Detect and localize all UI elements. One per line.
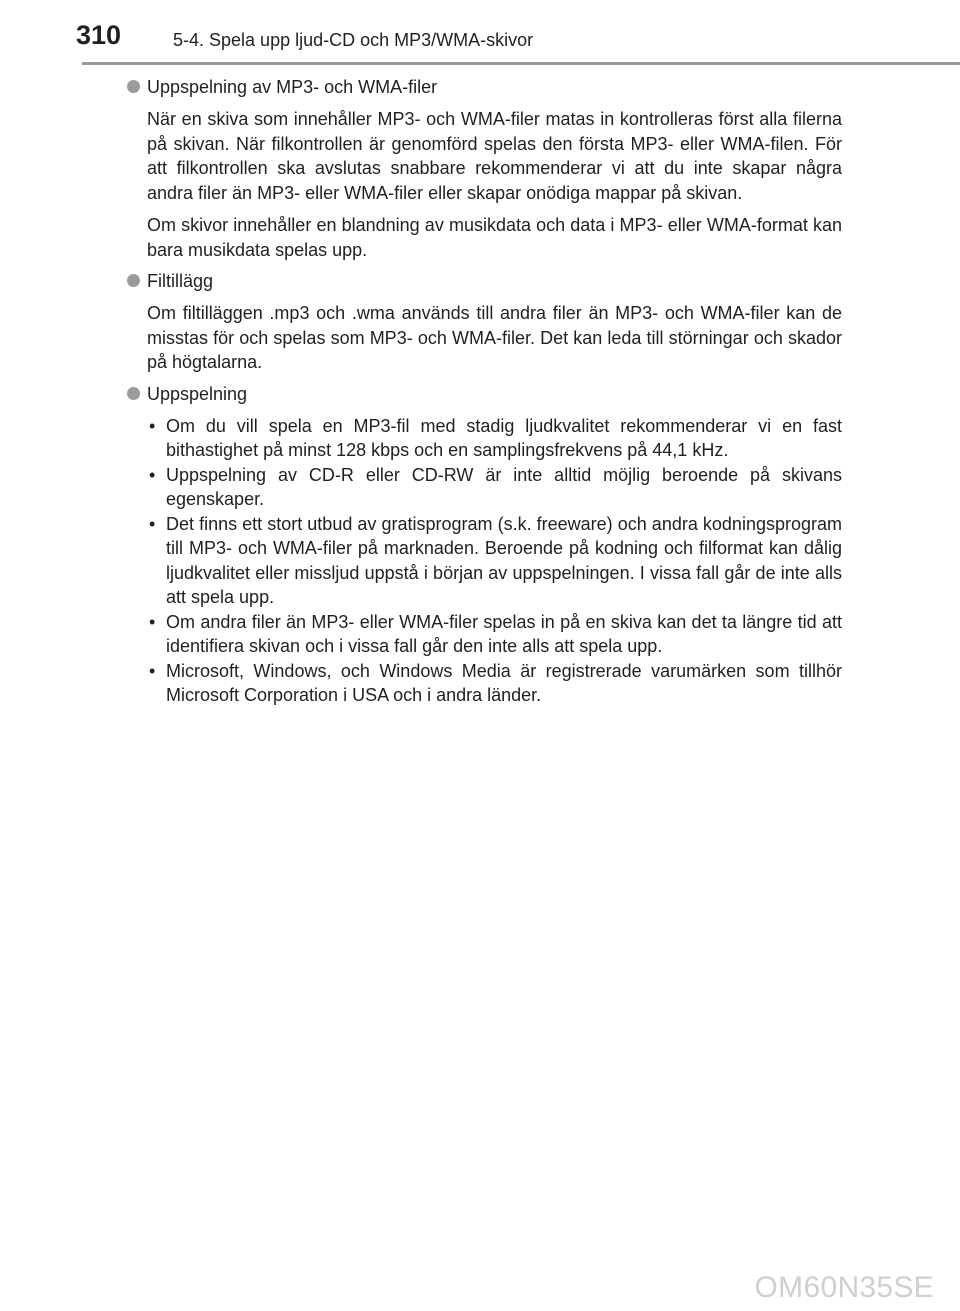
section-heading-text: Filtillägg <box>147 271 214 291</box>
section-title: 5-4. Spela upp ljud-CD och MP3/WMA-skivor <box>173 30 534 50</box>
list-item <box>147 463 842 512</box>
list-item-text: Microsoft, Windows, och Windows Media är registrerade varumärken som tillhör Microsoft Corporation i USA och i andra länder. <box>166 660 842 705</box>
list-bullet-icon: • <box>149 415 156 436</box>
section-playback <box>126 383 842 708</box>
page-header <box>0 0 960 50</box>
list-bullet-icon: • <box>149 660 156 681</box>
list-item-text: Det finns ett stort utbud av gratisprogram (s.k. freeware) och andra kodningsprogram till MP3- och WMA-filer på marknaden. Beroende på kodning och filformat kan dålig ljudkvalitet eller missljud uppstå i början av uppspelningen. I vissa fall går de inte alls att spela upp. <box>166 513 842 607</box>
page-number: 310 <box>76 20 122 50</box>
round-bullet-icon <box>127 274 140 287</box>
round-bullet-icon <box>127 387 140 400</box>
bullet-list <box>147 414 842 708</box>
section-heading <box>126 270 842 293</box>
list-item <box>147 610 842 659</box>
list-bullet-icon: • <box>149 464 156 485</box>
paragraph: När en skiva som innehåller MP3- och WMA-filer matas in kontrolleras först alla filerna på skivan. När filkontrollen är genomförd spelas den första MP3- eller WMA-filen. För att filkontrollen ska avslutas snabbare rekommenderar vi att du inte skapar några andra filer än MP3- eller WMA-filer eller skapar onödiga mappar på skivan. <box>147 109 842 203</box>
section-heading <box>126 383 842 406</box>
section-heading-text: Uppspelning <box>147 383 248 404</box>
list-item-text: Uppspelning av CD-R eller CD-RW är inte alltid möjlig beroende på skivans egenskaper. <box>166 464 842 509</box>
section-mp3-wma-playback <box>126 76 842 262</box>
round-bullet-icon <box>127 80 140 93</box>
section-file-extensions <box>126 270 842 375</box>
list-item <box>147 659 842 708</box>
footer-watermark: OM60N35SE <box>754 1271 934 1304</box>
list-item-text: Om andra filer än MP3- eller WMA-filer spelas in på en skiva kan det ta längre tid att identifiera skivan och i vissa fall går den inte alls att spela upp. <box>166 611 842 656</box>
list-bullet-icon: • <box>149 611 156 632</box>
paragraph: Om filtilläggen .mp3 och .wma används till andra filer än MP3- och WMA-filer kan de misstas för och spelas som MP3- och WMA-filer. Det kan leda till störningar och skador på högtalarna. <box>147 303 842 372</box>
page-body <box>126 76 842 708</box>
header-divider <box>82 62 960 65</box>
list-bullet-icon: • <box>149 513 156 534</box>
list-item-text: Om du vill spela en MP3-fil med stadig ljudkvalitet rekommenderar vi en fast bithastighet på minst 128 kbps och en samplingsfrekvens på 44,1 kHz. <box>166 415 842 460</box>
section-heading <box>126 76 842 99</box>
list-item <box>147 414 842 463</box>
list-item <box>147 512 842 610</box>
paragraph: Om skivor innehåller en blandning av musikdata och data i MP3- eller WMA-format kan bara musikdata spelas upp. <box>147 215 842 260</box>
section-heading-text: Uppspelning av MP3- och WMA-filer <box>147 77 438 97</box>
